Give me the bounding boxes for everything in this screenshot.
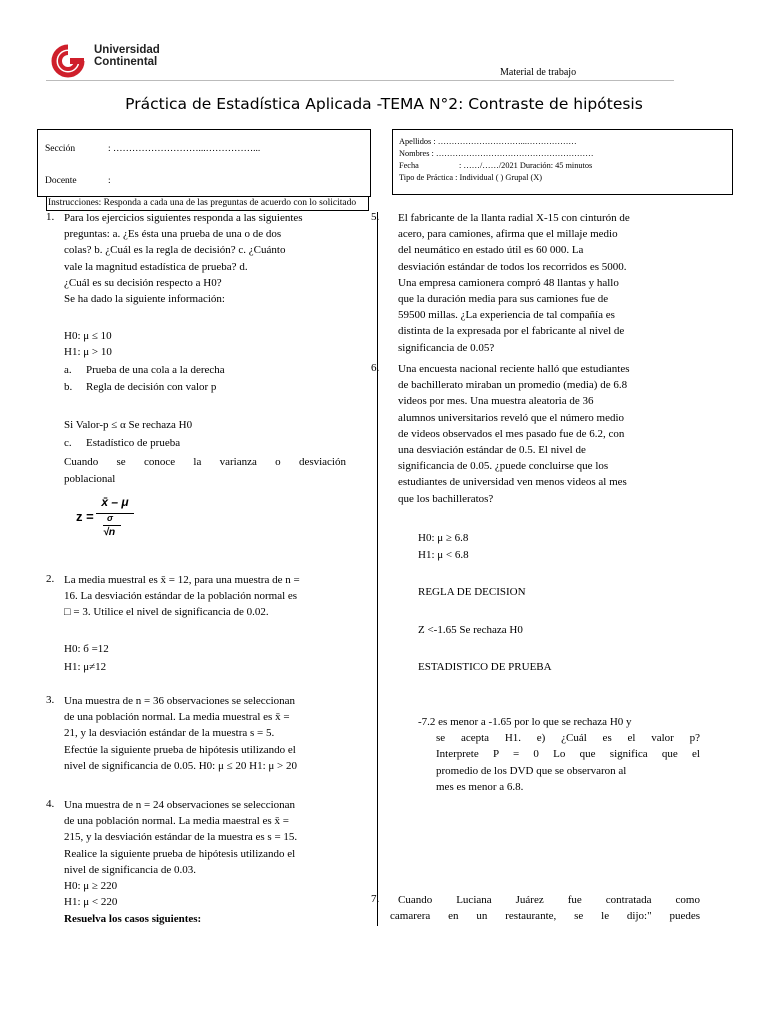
q5-line: 59500 millas. ¿La experiencia de tal compañía es xyxy=(398,309,615,322)
q2-line: La media muestral es x̄ = 12, para una muestra de n = xyxy=(64,574,300,586)
item-a-text: Prueba de una cola a la derecha xyxy=(86,364,225,376)
q7-line: camarera en un restaurante, se le dijo:" puedes xyxy=(390,910,700,923)
formula-z: z = xyxy=(76,509,94,524)
q4-line: 215, y la desviación estándar de la muestra es s = 15. xyxy=(64,831,298,844)
q6-line: que los bachilleratos? xyxy=(398,492,494,505)
answer-line: -7.2 es menor a -1.65 por lo que se rechaza H0 y xyxy=(418,716,632,728)
q6-line: significancia de 0.05. ¿puede concluirse que los xyxy=(398,460,609,473)
university-name xyxy=(94,44,160,68)
q6-h1: H1: μ < 6.8 xyxy=(418,549,469,561)
q5-line: que la duración media para sus camiones fue de xyxy=(398,293,609,306)
q3-line: nivel de significancia de 0.05. H0: μ ≤ 20 H1: μ > 20 xyxy=(64,759,297,772)
docente-value: : xyxy=(108,176,111,186)
q7-line: Cuando Luciana Juárez fue contratada como xyxy=(398,894,700,906)
section-info-box xyxy=(37,129,371,197)
material-label: Material de trabajo xyxy=(500,67,577,78)
decision-rule: Si Valor-p ≤ α Se rechaza H0 xyxy=(64,419,193,431)
resuelva-heading: Resuelva los casos siguientes: xyxy=(64,913,202,925)
q2-line: □ = 3. Utilice el nivel de significancia de 0.02. xyxy=(64,606,269,619)
q4-line: nivel de significancia de 0.03. xyxy=(64,863,196,876)
q1-line: Se ha dado la siguiente información: xyxy=(64,293,225,306)
nombres-field: Nombres : ………………………………………………… xyxy=(399,149,594,158)
q4-line: de una población normal. La media maestral es x̄ = xyxy=(64,815,289,828)
q1-number: 1. xyxy=(46,211,55,223)
q2-h1: H1: μ≠12 xyxy=(64,661,107,673)
q5-line: significancia de 0.05? xyxy=(398,341,495,354)
question-7 xyxy=(390,892,700,924)
item-c-label: c. xyxy=(64,437,72,449)
question-4 xyxy=(64,797,348,910)
q1-line: vale la magnitud estadística de prueba? d. xyxy=(64,260,248,273)
q1-h1: H1: μ > 10 xyxy=(64,346,112,358)
header-rule xyxy=(46,80,674,81)
formula-sqrt-n: √n xyxy=(103,526,116,538)
university-line2: Continental xyxy=(94,56,158,68)
university-logo-icon xyxy=(48,44,88,78)
q4-h0: H0: μ ≥ 220 xyxy=(64,880,118,893)
answer-line: se acepta H1. e) ¿Cuál es el valor p? xyxy=(436,732,700,745)
q6-line: alumnos universitarios reveló que el número medio xyxy=(398,411,625,424)
q1-line: colas? b. ¿Cuál es la regla de decisión? c. ¿Cuánto xyxy=(64,244,286,257)
question-2 xyxy=(64,572,348,621)
instructions: Instrucciones: Responda a cada una de las preguntas de acuerdo con lo solicitado xyxy=(46,196,369,211)
fecha-label: Fecha xyxy=(399,161,419,170)
item-c-text: Estadístico de prueba xyxy=(86,437,181,449)
seccion-label: Sección xyxy=(45,144,76,154)
answer-line: Interprete P = 0 Lo que significa que el xyxy=(436,748,700,761)
student-info-box xyxy=(392,129,733,195)
answer-line: promedio de los DVD que se observaron al xyxy=(436,764,627,777)
regla-heading: REGLA DE DECISION xyxy=(418,586,526,598)
q6-answer xyxy=(418,714,700,795)
q5-line: El fabricante de la llanta radial X-15 con cinturón de xyxy=(398,212,630,224)
known-variance-line1: Cuando se conoce la varianza o desviación xyxy=(64,456,346,468)
fecha-value: : ……/……/2021 Duración: 45 minutos xyxy=(459,161,593,170)
q1-line: ¿Cuál es su decisión respecto a H0? xyxy=(64,276,222,289)
q2-h0: H0: б =12 xyxy=(64,643,109,655)
q4-number: 4. xyxy=(46,798,55,810)
q3-number: 3. xyxy=(46,694,55,706)
q4-line: Realice la siguiente prueba de hipótesis utilizando el xyxy=(64,847,296,860)
formula-bar xyxy=(96,513,134,514)
item-b-text: Regla de decisión con valor p xyxy=(86,381,217,393)
q6-line: de videos observados el mes pasado fue de 6.2, con xyxy=(398,427,625,440)
q3-line: de una población normal. La media muestral es x̄ = xyxy=(64,711,290,724)
formula-sigma: σ xyxy=(107,513,113,523)
seccion-value: : ………………………...……………... xyxy=(108,144,261,154)
q3-line: Una muestra de n = 36 observaciones se seleccionan xyxy=(64,695,296,707)
q3-line: 21, y la desviación estándar de la muestra s = 5. xyxy=(64,727,275,740)
docente-label: Docente xyxy=(45,176,77,186)
university-line1: Universidad xyxy=(94,44,160,56)
z-decision-rule: Z <-1.65 Se rechaza H0 xyxy=(418,624,523,636)
q3-line: Efectúe la siguiente prueba de hipótesis utilizando el xyxy=(64,743,296,756)
q4-h1: H1: μ < 220 xyxy=(64,896,118,909)
question-3 xyxy=(64,693,348,774)
item-b-label: b. xyxy=(64,381,73,393)
q1-line: preguntas: a. ¿Es ésta una prueba de una o de dos xyxy=(64,228,282,241)
q6-line: videos por mes. Una muestra aleatoria de 36 xyxy=(398,395,594,408)
q5-number: 5. xyxy=(371,211,380,223)
tipo-practica: Tipo de Práctica : Individual ( ) Grupal (X) xyxy=(399,173,543,182)
known-variance-line2: poblacional xyxy=(64,473,116,485)
q1-h0: H0: μ ≤ 10 xyxy=(64,330,112,342)
q1-line: Para los ejercicios siguientes responda a las siguientes xyxy=(64,212,303,224)
answer-line: mes es menor a 6.8. xyxy=(436,780,524,793)
q7-number: 7. xyxy=(371,893,380,905)
q5-line: del neumático en estado útil es 60 000. La xyxy=(398,244,584,257)
q6-line: una desviación estándar de 0.5. El nivel de xyxy=(398,444,586,457)
q5-line: Una empresa camionera compró 48 llantas y hallo xyxy=(398,276,619,289)
q5-line: desviación estándar de todos los recorridos es 5000. xyxy=(398,260,627,273)
q6-number: 6. xyxy=(371,362,380,374)
q4-line: Una muestra de n = 24 observaciones se seleccionan xyxy=(64,799,296,811)
page-title: Práctica de Estadística Aplicada -TEMA N°2: Contraste de hipótesis xyxy=(125,95,643,113)
q6-line: de bachillerato miraban un promedio (media) de 6.8 xyxy=(398,379,628,392)
q6-line: estudiantes de universidad ven menos videos al mes xyxy=(398,476,627,489)
question-1 xyxy=(64,210,346,307)
question-6 xyxy=(398,361,700,507)
q2-line: 16. La desviación estándar de la población normal es xyxy=(64,590,298,603)
q5-line: distinta de la expresada por el fabricante al nivel de xyxy=(398,325,625,338)
q6-line: Una encuesta nacional reciente halló que estudiantes xyxy=(398,363,630,375)
column-divider xyxy=(377,212,378,926)
formula-numerator: x̄ – μ xyxy=(101,495,129,509)
estadistico-heading: ESTADISTICO DE PRUEBA xyxy=(418,661,552,673)
q2-number: 2. xyxy=(46,573,55,585)
q5-line: acero, para camiones, afirma que el millaje medio xyxy=(398,228,618,241)
item-a-label: a. xyxy=(64,364,72,376)
question-5 xyxy=(398,210,700,356)
q6-h0: H0: μ ≥ 6.8 xyxy=(418,532,469,544)
apellidos-field: Apellidos : …………………………...……………… xyxy=(399,137,577,146)
